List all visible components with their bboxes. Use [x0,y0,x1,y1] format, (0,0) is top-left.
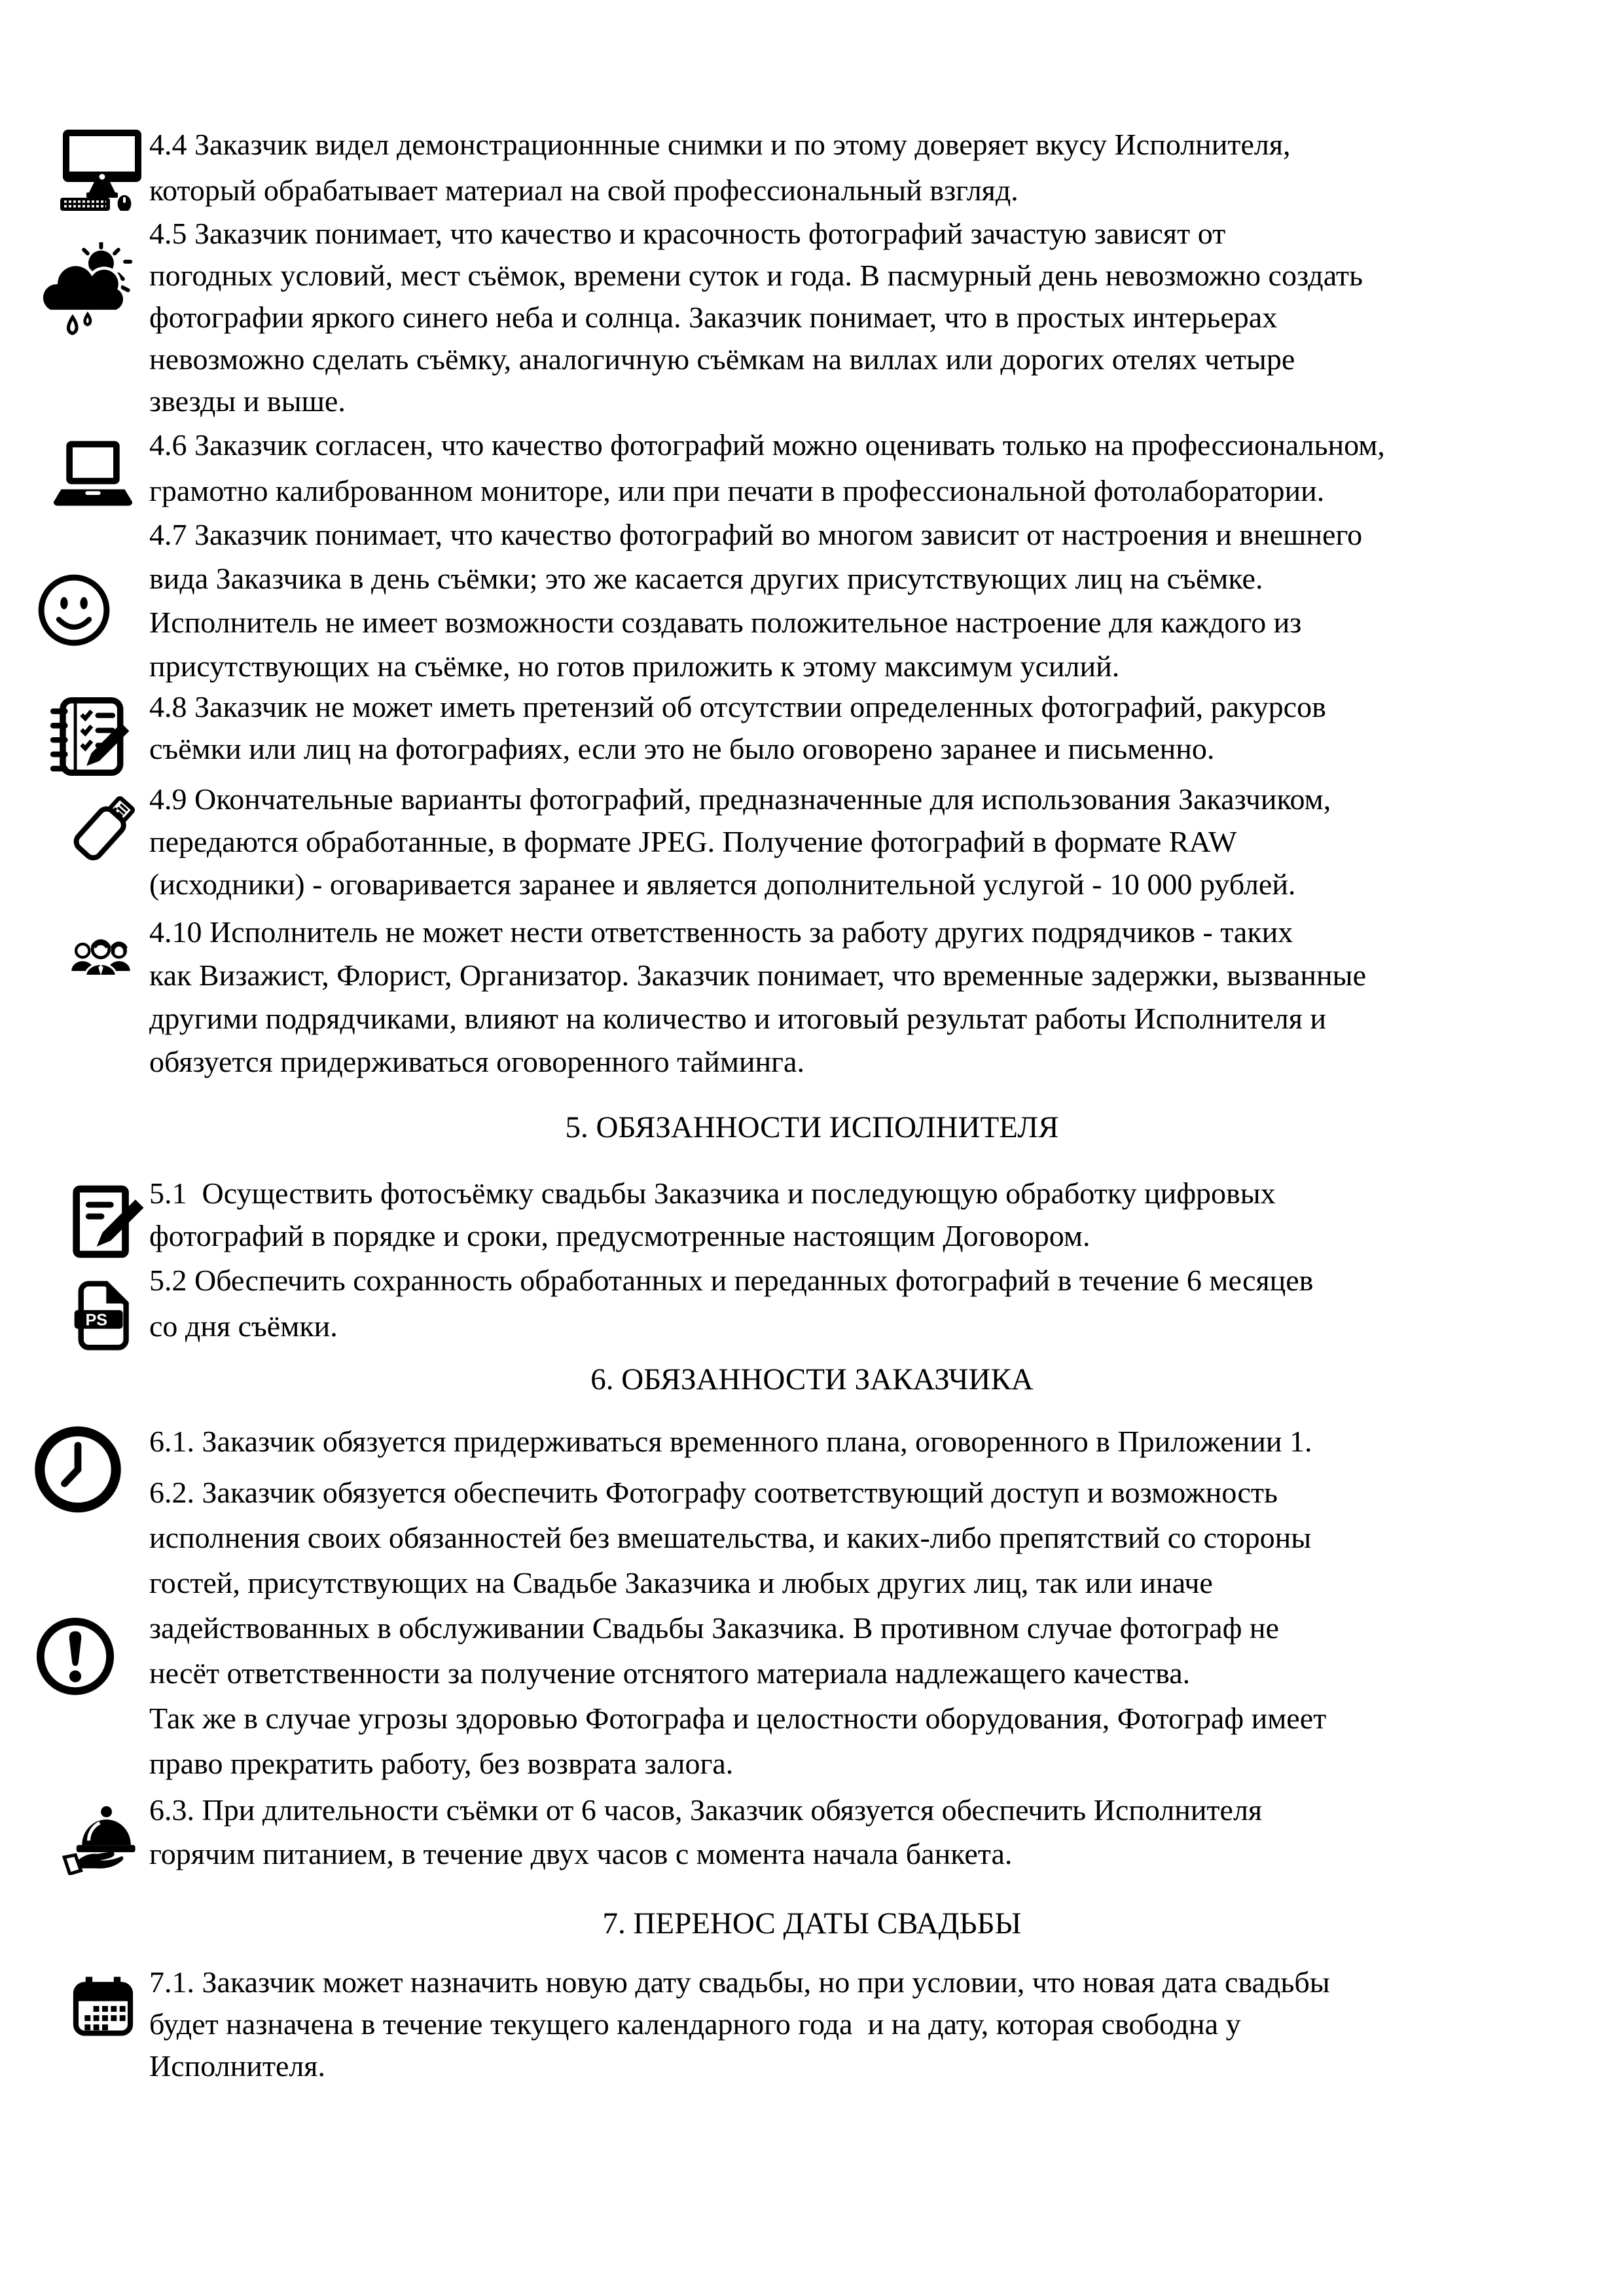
clause-line: исполнения своих обязанностей без вмешательства, и каких-либо препятствий со стороны [149,1521,1312,1554]
clause-line: право прекратить работу, без возврата залога. [149,1747,734,1780]
clause-line: 6.1. Заказчик обязуется придерживаться временного плана, оговоренного в Приложении 1. [149,1425,1312,1458]
clause-line: фотографий в порядке и сроки, предусмотренные настоящим Договором. [149,1219,1091,1252]
clause-4-8 [0,686,1624,770]
clause-line: горячим питанием, в течение двух часов с момента начала банкета. [149,1837,1013,1870]
clause-line: будет назначена в течение текущего календарного года и на дату, которая свободна у [149,2007,1241,2041]
clause-7-1 [0,1961,1624,2087]
clause-line: 4.10 Исполнитель не может нести ответственность за работу других подрядчиков - таких [149,915,1293,949]
desktop-computer-icon [59,127,145,211]
ps-file-icon [73,1278,135,1353]
clause-line: 4.8 Заказчик не может иметь претензий об отсутствии определенных фотографий, ракурсов [149,690,1326,723]
clause-4-9 [0,778,1624,905]
svg-text:PS: PS [85,1311,108,1330]
clause-line: который обрабатывает материал на свой профессиональный взгляд. [149,173,1019,207]
clause-4-4 [0,122,1624,213]
clause-line: 7.1. Заказчик может назначить новую дату свадьбы, но при условии, что новая дата свадьбы [149,1965,1330,1999]
clause-line: другими подрядчиками, влияют на количество и итоговый результат работы Исполнителя и [149,1002,1326,1035]
clause-line: со дня съёмки. [149,1309,338,1343]
calendar-icon [72,1976,134,2038]
clause-line: передаются обработанные, в формате JPEG. Получение фотографий в формате RAW [149,825,1237,858]
clause-6-1 [0,1419,1624,1464]
clause-line: 6.2. Заказчик обязуется обеспечить Фотографу соответствующий доступ и возможность [149,1476,1278,1509]
clause-line: погодных условий, мест съёмок, времени суток и года. В пасмурный день невозможно создать [149,259,1363,292]
clause-4-5 [0,213,1624,422]
clause-line: 4.7 Заказчик понимает, что качество фотографий во многом зависит от настроения и внешнего [149,518,1363,551]
people-group-icon [64,939,137,981]
clause-line: невозможно сделать съёмку, аналогичную съёмкам на виллах или дорогих отелях четыре [149,342,1295,376]
clause-6-2 [0,1470,1624,1786]
clause-line: 6.3. При длительности съёмки от 6 часов, Заказчик обязуется обеспечить Исполнителя [149,1793,1263,1827]
clause-line: 4.5 Заказчик понимает, что качество и красочность фотографий зачастую зависят от [149,217,1226,250]
clause-4-7 [0,513,1624,688]
clause-line: 5.1 Осуществить фотосъёмку свадьбы Заказчика и последующую обработку цифровых [149,1176,1276,1210]
clause-4-6 [0,422,1624,514]
clause-line: вида Заказчика в день съёмки; это же касается других присутствующих лиц на съёмке. [149,562,1263,595]
document-pencil-icon [69,1184,144,1260]
clause-line: как Визажист, Флорист, Организатор. Заказчик понимает, что временные задержки, вызванные [149,958,1366,992]
clause-line: обязуется придерживаться оговоренного тайминга. [149,1045,804,1078]
exclamation-circle-icon [34,1613,117,1700]
clause-line: несёт ответственности за получение отснятого материала надлежащего качества. [149,1656,1191,1690]
clause-line: 5.2 Обеспечить сохранность обработанных и переданных фотографий в течение 6 месяцев [149,1264,1314,1297]
clause-line: 4.9 Окончательные варианты фотографий, предназначенные для использования Заказчиком, [149,782,1331,816]
laptop-icon [51,437,135,513]
clause-line: съёмки или лиц на фотографиях, если это не было оговорено заранее и письменно. [149,732,1215,765]
section-heading-6: 6. ОБЯЗАННОСТИ ЗАКАЗЧИКА [590,1362,1034,1396]
clause-line: грамотно калиброванном мониторе, или при печати в профессиональной фотолаборатории. [149,474,1325,507]
clause-6-3 [0,1788,1624,1876]
clause-5-2 [0,1258,1624,1349]
clause-line: 4.6 Заказчик согласен, что качество фотографий можно оценивать только на профессиональном, [149,428,1385,462]
section-heading-7: 7. ПЕРЕНОС ДАТЫ СВАДЬБЫ [602,1906,1022,1941]
section-heading-5: 5. ОБЯЗАННОСТИ ИСПОЛНИТЕЛЯ [565,1110,1059,1144]
smiley-face-icon [37,573,111,647]
clause-line: фотографии яркого синего неба и солнца. Заказчик понимает, что в простых интерьерах [149,301,1278,334]
clause-line: присутствующих на съёмке, но готов приложить к этому максимум усилий. [149,649,1120,683]
clause-line: гостей, присутствующих на Свадьбе Заказчика и любых других лиц, так или иначе [149,1566,1213,1599]
clause-line: Исполнитель не имеет возможности создавать положительное настроение для каждого из [149,606,1302,639]
checklist-notebook-pencil-icon [47,697,131,776]
clause-5-1 [0,1172,1624,1257]
clause-line: звезды и выше. [149,384,346,418]
clause-line: Так же в случае угрозы здоровью Фотографа и целостности оборудования, Фотограф имеет [149,1702,1327,1735]
food-cloche-hand-icon [58,1802,137,1875]
clause-4-10 [0,911,1624,1084]
clause-line: (исходники) - оговаривается заранее и является дополнительной услугой - 10 000 рублей. [149,867,1296,901]
cloud-sun-rain-icon [31,242,135,335]
usb-flash-drive-icon [65,789,141,871]
clause-line: задействованных в обслуживании Свадьбы Заказчика. В противном случае фотограф не [149,1611,1279,1645]
clause-line: Исполнителя. [149,2049,325,2083]
clause-line: 4.4 Заказчик видел демонстрационнные снимки и по этому доверяет вкусу Исполнителя, [149,128,1291,161]
